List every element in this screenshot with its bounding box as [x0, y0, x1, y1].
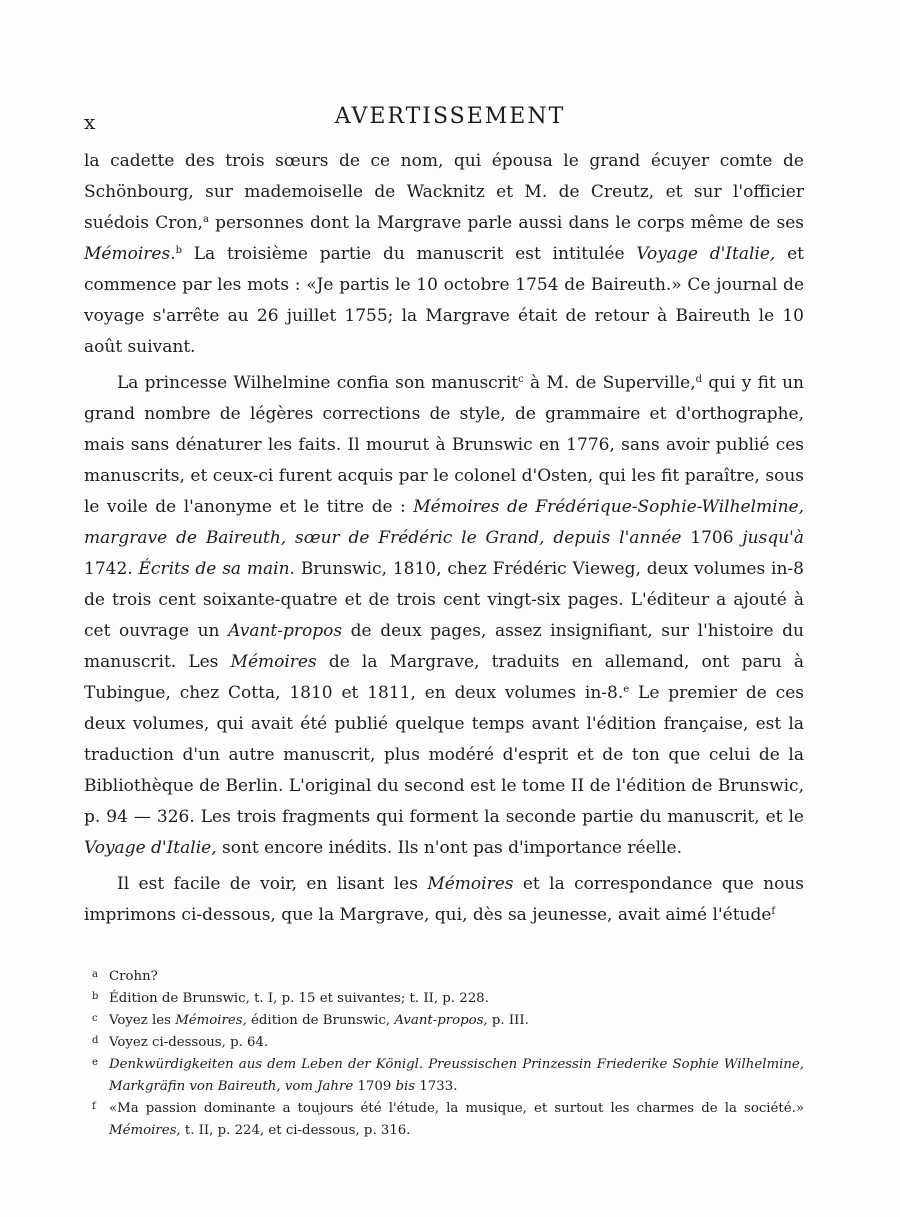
text-run: Brunswic, 1810, chez Frédéric Vieweg, deux volumes in-8 de trois cent soixante-quatre et de trois cent vingt-six pages. L'éditeur a ajouté à cet ouvrage un — [84, 559, 804, 641]
text-run: 1733. — [415, 1079, 458, 1094]
text-run: Le premier de ces deux volumes, qui avait été publié quelque temps avant l'édition française, est la traduction d'un autre manuscrit, plus modéré d'esprit et de ton que celui de la Bibliothèque de Berlin. L'original du second est le tome II de l'édition de Brunswic, p. 94 — 326. Les trois fragments qui forment la seconde partie du manuscrit, et le — [84, 683, 804, 827]
paragraph — [84, 869, 804, 931]
italic-text: Mémoires, — [109, 1123, 181, 1138]
italic-text: Avant-propos — [228, 621, 343, 641]
italic-text: bis — [395, 1079, 416, 1094]
italic-text: Mémoires, — [175, 1013, 247, 1028]
text-run: qui y fit un grand nombre de légères corrections de style, de grammaire et d'orthographe, mais sans dénaturer les faits. Il mourut à Brunswic en 1776, sans avoir publié ces manuscrits, et ceux-ci furent acquis par le colonel d'Osten, qui les fit paraître, sous le voile de l'anonyme et le titre de : — [84, 373, 804, 517]
footnote-reference: c — [518, 374, 524, 385]
text-run: Voyez ci-dessous, p. 64. — [109, 1035, 269, 1050]
text-run: 1742. — [84, 559, 139, 579]
text-run: et commence par les mots : «Je partis le 10 octobre 1754 de Baireuth.» Ce journal de voyage s'arrête au 26 juillet 1755; la Margrave était de retour à Baireuth le 10 août suivant. — [84, 244, 804, 357]
italic-text: Mémoires — [427, 874, 514, 894]
footnote — [84, 988, 804, 1010]
footnote — [84, 1098, 804, 1142]
footnotes — [84, 966, 804, 1142]
italic-text: Avant-propos, — [394, 1013, 488, 1028]
footnote-mark: c — [92, 1013, 98, 1024]
footnote — [84, 1054, 804, 1098]
text-run: édition de Brunswic, — [246, 1013, 395, 1028]
text-run: Édition de Brunswic, t. I, p. 15 et suivantes; t. II, p. 228. — [109, 991, 489, 1006]
text-run: 1709 — [353, 1079, 396, 1094]
text-run: Crohn? — [109, 969, 158, 984]
page-header — [84, 104, 816, 138]
text-run: et la correspondance que nous imprimons ci-dessous, que la Margrave, qui, dès sa jeunesse, avait aimé l'étude — [84, 874, 804, 925]
running-title: AVERTISSEMENT — [334, 104, 566, 129]
text-run: de deux pages, assez insignifiant, sur l'histoire du manuscrit. Les — [84, 621, 805, 672]
italic-text: Denkwürdigkeiten aus dem Leben der Königl. Preussischen Prinzessin Friederike Sophie Wilhelmine, Markgräfin von Baireuth, vom Jahre — [109, 1057, 804, 1094]
italic-text: Mémoires de Frédérique-Sophie-Wilhelmine, margrave de Baireuth, sœur de Frédéric le Grand, depuis l'année — [84, 497, 804, 548]
main-text — [84, 146, 804, 931]
italic-text: Voyage d'Italie, — [84, 838, 217, 858]
text-run: t. II, p. 224, et ci-dessous, p. 316. — [180, 1123, 411, 1138]
italic-text: Voyage d'Italie, — [636, 244, 776, 264]
footnote-mark: e — [92, 1057, 98, 1068]
text-run: personnes dont la Margrave parle aussi dans le corps même de ses — [208, 213, 805, 233]
footnote — [84, 1010, 804, 1032]
italic-text: Écrits de sa main. — [138, 559, 295, 579]
footnote-mark: b — [92, 991, 99, 1002]
text-run: 1706 — [681, 528, 743, 548]
page-number: x — [84, 110, 96, 134]
footnote-reference: a — [202, 214, 209, 225]
text-run: La princesse Wilhelmine confia son manuscrit — [117, 373, 519, 393]
footnote-mark: d — [92, 1035, 99, 1046]
footnote — [84, 966, 804, 988]
text-run: à M. de Superville, — [523, 373, 696, 393]
italic-text: Mémoires. — [84, 244, 176, 264]
text-run: Il est facile de voir, en lisant les — [117, 874, 428, 894]
text-run: sont encore inédits. Ils n'ont pas d'importance réelle. — [216, 838, 682, 858]
italic-text: Mémoires — [230, 652, 317, 672]
text-run: de la Margrave, traduits en allemand, ont paru à Tubingue, chez Cotta, 1810 et 1811, en deux volumes in-8. — [84, 652, 804, 703]
footnote-reference: e — [623, 684, 630, 695]
text-run: «Ma passion dominante a toujours été l'étude, la musique, et surtout les charmes de la société.» — [109, 1101, 804, 1116]
text-run: La troisième partie du manuscrit est intitulée — [181, 244, 637, 264]
footnote-reference: f — [771, 906, 776, 917]
footnote-reference: d — [695, 374, 703, 385]
footnote-reference: b — [175, 245, 182, 256]
text-run: p. III. — [487, 1013, 529, 1028]
italic-text: jusqu'à — [742, 528, 804, 548]
footnote — [84, 1032, 804, 1054]
text-run: la cadette des trois sœurs de ce nom, qui épousa le grand écuyer comte de Schönbourg, sur mademoiselle de Wacknitz et M. de Creutz, et sur l'officier suédois Cron, — [84, 151, 804, 233]
paragraph — [84, 146, 804, 363]
footnote-mark: a — [92, 969, 98, 980]
footnote-mark: f — [92, 1101, 96, 1112]
text-run: Voyez les — [109, 1013, 176, 1028]
paragraph — [84, 368, 804, 864]
